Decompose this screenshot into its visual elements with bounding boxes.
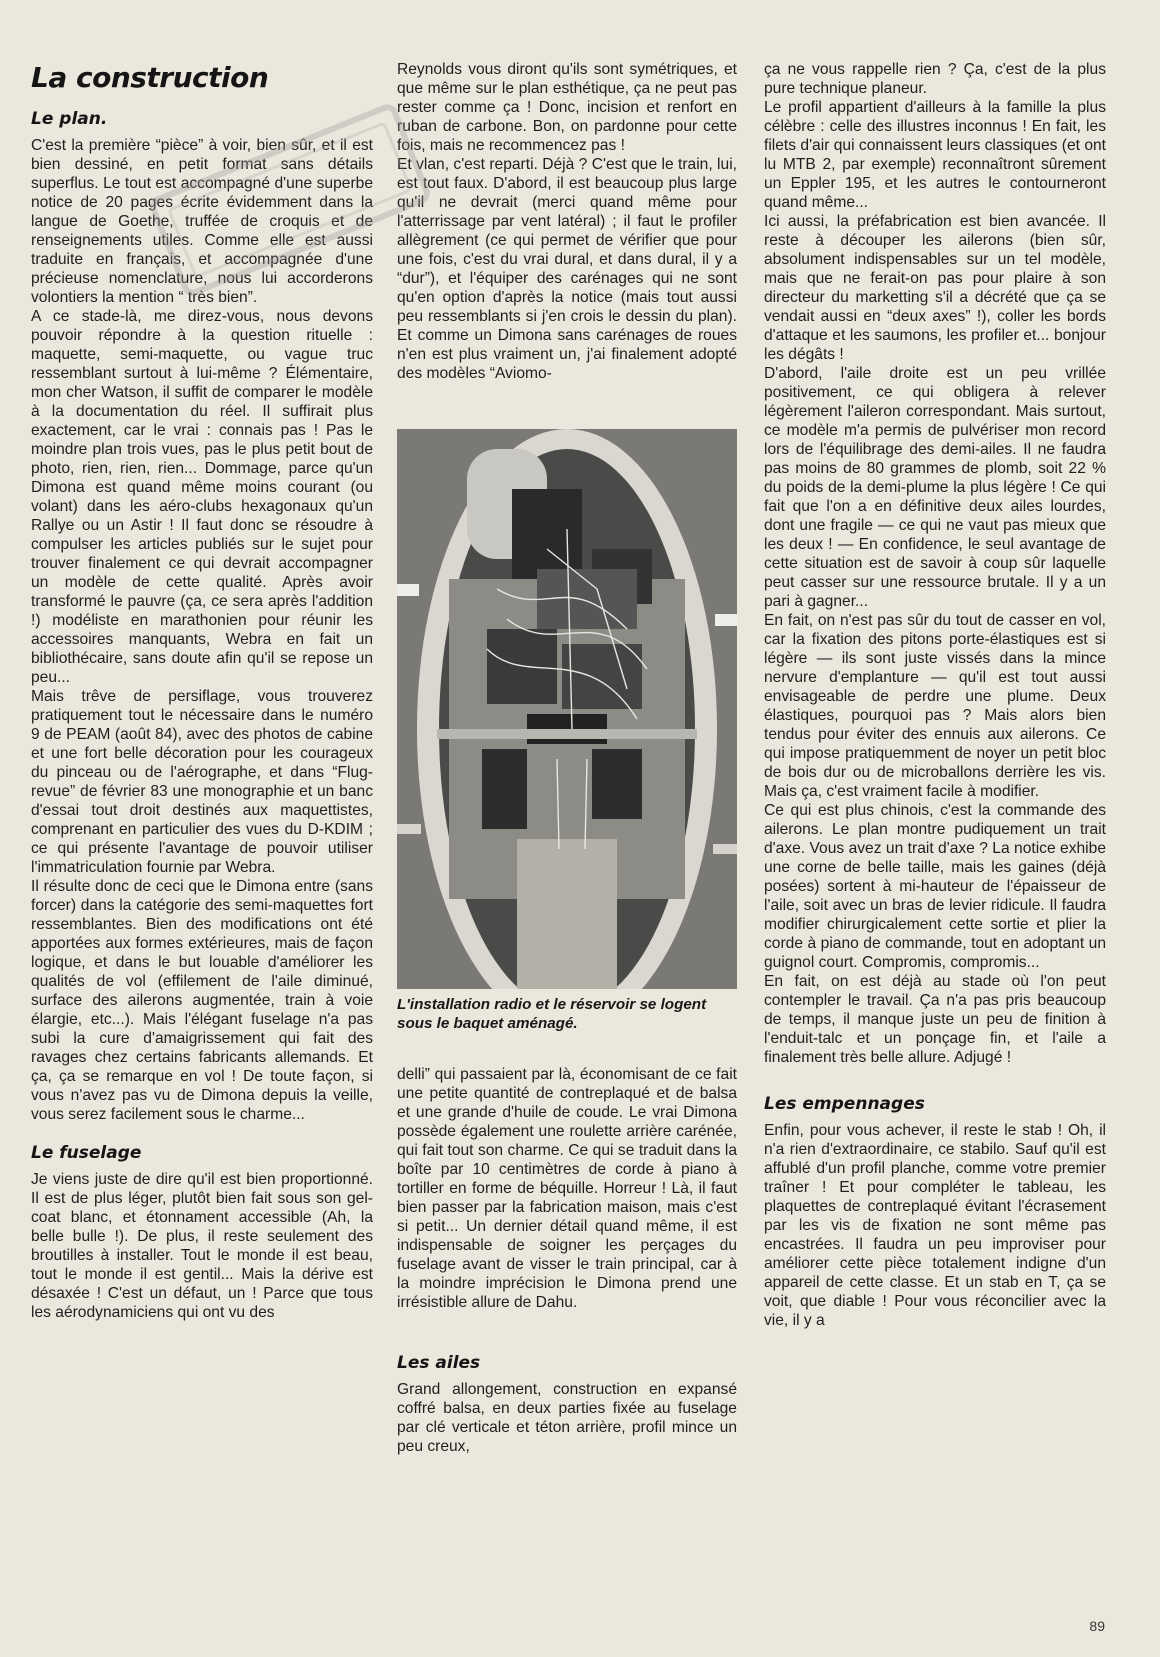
radio-installation-photo — [397, 429, 737, 989]
paragraph: ça ne vous rappelle rien ? Ça, c'est de la plus pure technique planeur. — [764, 61, 1106, 97]
photo-illustration — [397, 429, 737, 989]
paragraph: En fait, on est déjà au stade où l'on peut contempler le travail. Ça n'a pas pris beaucoup de temps, il manque juste un peu de finition à l'enduit-talc et un ponçage fin, et l'aile a finalement très belle allure. Adjugé ! — [764, 973, 1106, 1066]
article-title: La construction — [31, 61, 269, 94]
paragraph: Reynolds vous diront qu'ils sont symétriques, et que même sur le plan esthétique, ça ne peut pas rester comme ça ! Donc, incision et renfort en ruban de carbone. Bon, on pardonne pour cette fois, mais ne recommencez pas ! — [397, 61, 737, 154]
column-2 — [397, 60, 737, 1456]
page-number: 89 — [1089, 1618, 1105, 1634]
paragraph: delli” qui passaient par là, économisant de ce fait une petite quantité de contreplaqué et de balsa et une grande d'huile de coude. Le vrai Dimona possède également une roulette arrière carénée, qui fait tout son charme. Ce qui se traduit dans la boîte par 10 centimètres de corde à piano à tortiller en forme de béquille. Horreur ! Là, il faut bien passer par la fabrication maison, mais c'est si petit... Un dernier détail quand même, il est indispensable de soigner les perçages du fuselage avant de visser le train principal, car à la moindre imprécision le Dimona prend une irrésistible allure de Dahu. — [397, 1066, 737, 1311]
paragraph: Ce qui est plus chinois, c'est la commande des ailerons. Le plan montre pudiquement un trait d'axe. Vous avez un trait d'axe ? La notice exhibe une corne de belle taille, mais les gaines (déjà posées) sortent à mi-hauteur de l'épaisseur de l'aile, soit avec un bras de levier ridicule. Il faudra modifier chirurgicalement cette sortie et plier la corde à piano de commande, tout en adoptant un guignol court. Compromis, compromis... — [764, 802, 1106, 971]
paragraph: En fait, on n'est pas sûr du tout de casser en vol, car la fixation des pitons porte-élastiques est si légère — ils sont juste vissés dans la mince nervure d'emplanture — qu'il est tout aussi envisageable de perdre une plume. Deux élastiques, pourquoi pas ? Mais alors bien tendus pour éviter des ennuis aux ailerons. Ce qui impose pratiquemment de noyer un petit bloc de bois dur ou de microballons derrière les vis. Mais ça, c'est vraiment facile à modifier. — [764, 612, 1106, 800]
paragraph: C'est la première “pièce” à voir, bien sûr, et il est bien dessiné, en petit format sans détails superflus. Le tout est accompagné d'une superbe notice de 20 pages écrite évidemment dans la langue de Goethe, truffée de croquis et de renseignements utiles. Comme elle est aussi traduite en français, et accompagnée d'une précieuse nomenclature, nous lui accorderons volontiers la mention “ très bien”. — [31, 137, 373, 306]
paragraph: Le profil appartient d'ailleurs à la famille la plus célèbre : celle des illustres inconnus ! En fait, les filets d'air qui connaissent leurs classiques (et ont lu MTB 2, par exemple) reconnaîtront sûrement un Eppler 195, et les autres le contourneront quand même... — [764, 99, 1106, 211]
paragraph: Je viens juste de dire qu'il est bien proportionné. Il est de plus léger, plutôt bien fait sous son gel-coat blanc, et étonnament accessible (Ah, la belle bulle !). De plus, il reste seulement des broutilles à installer. Tout le monde il est beau, tout le monde il est gentil... Mais la dérive est désaxée ! C'est un défaut, un ! Parce que tous les aérodynamiciens qui ont vu des — [31, 1171, 373, 1321]
paragraph: Enfin, pour vous achever, il reste le stab ! Oh, il n'a rien d'extraordinaire, ce stabilo. Sauf qu'il est affublé d'un profil planche, comme votre premier traîner ! Et pour compléter le tableau, les plaquettes de contreplaqué évitant l'écrasement par les vis de fixation ne sont même pas encastrées. Il faudra un peu improviser pour améliorer cette pièce totalement indigne d'un appareil de cette classe. Et un stab en T, ça se voit, que diable ! Pour vous réconcilier avec la vie, il y a — [764, 1122, 1106, 1329]
paragraph: Et vlan, c'est reparti. Déjà ? C'est que le train, lui, est tout faux. D'abord, il est beaucoup plus large qu'il ne devrait (merci quand même pour l'atterrissage par vent latéral) ; il faut le profiler allègrement (ce qui permet de vérifier que pour une fois, c'est du vrai dural, et dans dural, il y a “dur”), et l'équiper des carénages qui ne sont qu'en option d'après la notice (mais tout aussi peu ressemblants si j'en crois le dessin du plan). Et comme un Dimona sans carénages de roues n'en est plus vraiment un, j'ai finalement adopté des modèles “Aviomo- — [397, 156, 737, 382]
photo-caption: L'installation radio et le réservoir se logent sous le baquet aménagé. — [397, 996, 707, 1032]
paragraph: Mais trêve de persiflage, vous trouverez pratiquement tout le nécessaire dans le numéro 9 de PEAM (août 84), avec des photos de cabine et une fort belle décoration pour les courageux du pinceau ou de l'aérographe, et dans “Flug-revue” de février 83 une monographie et un banc d'essai tout droit destinés aux maquettistes, comprenant en particulier des vues du D-KDIM ; ce qui présente l'avantage de pouvoir utiliser l'immatriculation fournie par Webra. — [31, 688, 373, 876]
paragraph: D'abord, l'aile droite est un peu vrillée positivement, ce qui obligera à relever légèrement l'aileron correspondant. Mais surtout, ce modèle m'a permis de pulvériser mon record lors de l'équilibrage des demi-ailes. Il ne faudra pas moins de 80 grammes de plomb, soit 22 % du poids de la demi-plume la plus légère ! Ce qui fait que l'on a en définitive deux ailes lourdes, dont une fragile — ce qui ne vaut pas mieux que les deux ! — En confidence, le seul avantage de cette situation est de savoir à coup sûr laquelle peut casser sur une ressource brutale. Il y a un pari à gagner... — [764, 365, 1106, 610]
paragraph: Ici aussi, la préfabrication est bien avancée. Il reste à découper les ailerons (bien sûr, absolument indispensables sur un tel modèle, mais que ne ferait-on pas pour plaire à son directeur du marketting s'il a décrété que ça se vendait aussi en “deux axes” !), coller les bords d'attaque et les saumons, les profiler et... bonjour les dégâts ! — [764, 213, 1106, 363]
heading-empennages: Les empennages — [764, 1094, 925, 1114]
paragraph: A ce stade-là, me direz-vous, nous devons pouvoir répondre à la question rituelle : maquette, semi-maquette, ou vague truc ressemblant surtout à lui-même ? Élémentaire, mon cher Watson, il suffit de comparer le modèle à la documentation du réel. Il suffirait plus exactement, car le vrai : connais pas ! Pas le moindre plan trois vues, pas le plus petit bout de photo, rien, rien, rien... Dommage, parce qu'un Dimona est quand même moins courant (ou volant) dans les aéro-clubs hexagonaux qu'un Rallye ou un Astir ! Il faut donc se résoudre à compulser les articles publiés sur le sujet pour trouver finalement ce qui devrait accompagner un modèle de cette qualité. Après avoir transformé le pauvre (ça, ce sera après l'addition !) modéliste en marathonien pour réunir les accessoires manquants, Webra en fait un bibliothécaire, sans doute afin qu'il se repose un peu... — [31, 308, 373, 686]
paragraph: Grand allongement, construction en expansé coffré balsa, en deux parties fixée au fuselage par clé verticale et téton arrière, profil mince un peu creux, — [397, 1381, 737, 1455]
paragraph: Il résulte donc de ceci que le Dimona entre (sans forcer) dans la catégorie des semi-maquettes fort ressemblantes. Bien des modifications ont été apportées aux formes extérieures, mais de façon logique, et dans le but louable d'améliorer les qualités de vol (effilement de l'aile diminué, surface des ailerons augmentée, train à voie élargie, etc...). Mais l'élégant fuselage n'a pas subi la cure d'amaigrissement qui fait des ravages chez certains fabricants allemands. Et ça, ça se remarque en vol ! De toute façon, si vous n'avez pas vu de Dimona depuis la veille, vous serez facilement sous le charme... — [31, 878, 373, 1123]
column-1 — [31, 60, 373, 1322]
heading-plan: Le plan. — [31, 109, 108, 129]
heading-ailes: Les ailes — [397, 1353, 481, 1373]
column-3 — [764, 60, 1106, 1330]
heading-fuselage: Le fuselage — [31, 1143, 142, 1163]
